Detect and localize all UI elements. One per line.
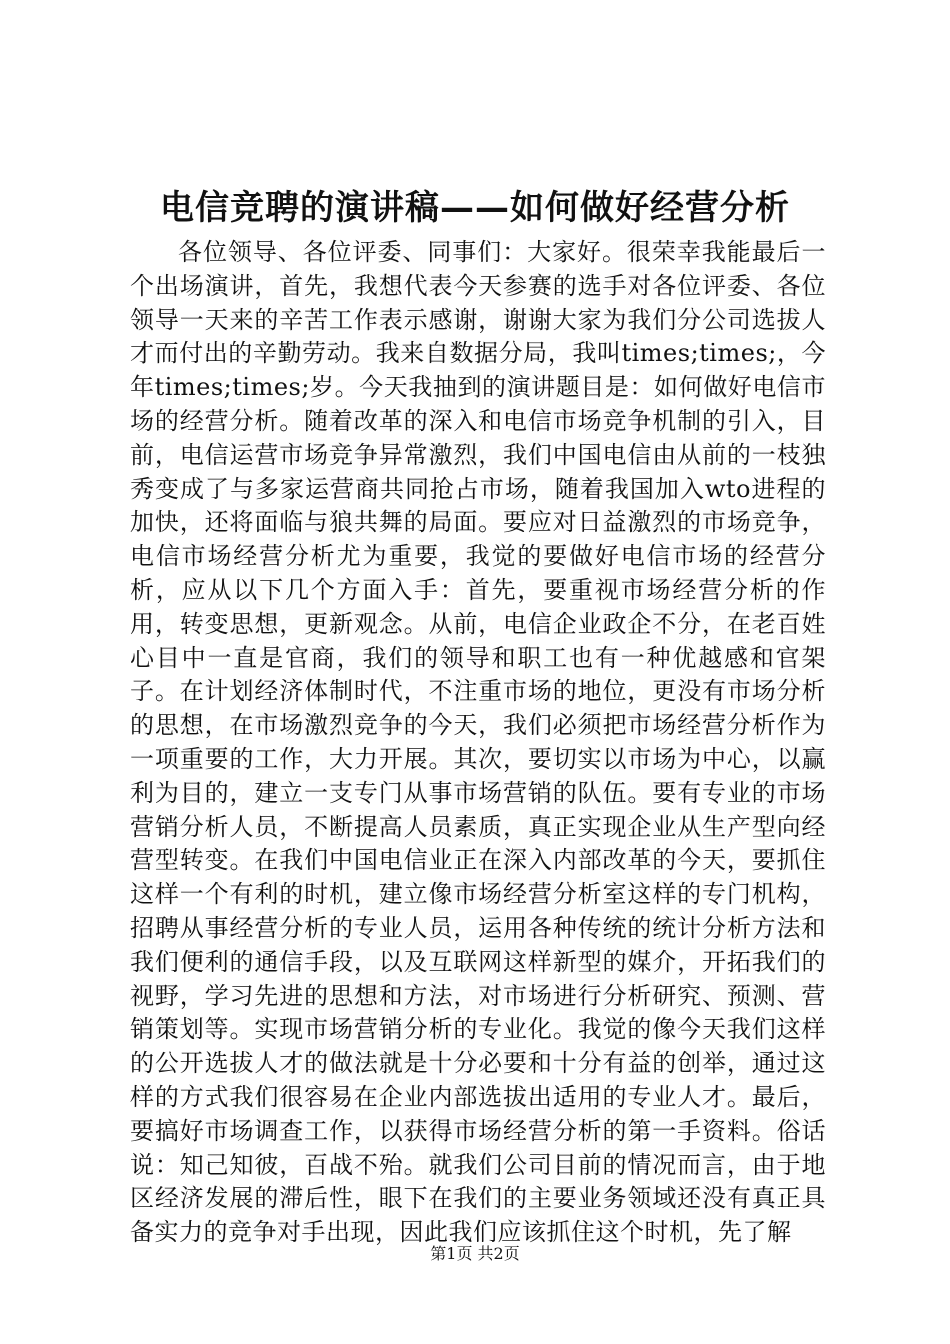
document-body-paragraph: 各位领导、各位评委、同事们：大家好。很荣幸我能最后一个出场演讲，首先，我想代表今天参赛的选手对各位评委、各位领导一天来的辛苦工作表示感谢，谢谢大家为我们分公司选拔人才而付出的辛勤劳动。我来自数据分局，我叫times;times;，今年times;times;岁。今天我抽到的演讲题目是：如何做好电信市场的经营分析。随着改革的深入和电信市场竞争机制的引入，目前，电信运营市场竞争异常激烈，我们中国电信由从前的一枝独秀变成了与多家运营商共同抢占市场，随着我国加入wto进程的加快，还将面临与狼共舞的局面。要应对日益激烈的市场竞争，电信市场经营分析尤为重要，我觉的要做好电信市场的经营分析，应从以下几个方面入手：首先，要重视市场经营分析的作用，转变思想，更新观念。从前，电信企业政企不分，在老百姓心目中一直是官商，我们的领导和职工也有一种优越感和官架子。在计划经济体制时代，不注重市场的地位，更没有市场分析的思想，在市场激烈竞争的今天，我们必须把市场经营分析作为一项重要的工作，大力开展。其次，要切实以市场为中心，以赢利为目的，建立一支专门从事市场营销的队伍。要有专业的市场营销分析人员，不断提高人员素质，真正实现企业从生产型向经营型转变。在我们中国电信业正在深入内部改革的今天，要抓住这样一个有利的时机，建立像市场经营分析室这样的专门机构，招聘从事经营分析的专业人员，运用各种传统的统计分析方法和我们便利的通信手段，以及互联网这样新型的媒介，开拓我们的视野，学习先进的思想和方法，对市场进行分析研究、预测、营销策划等。实现市场营销分析的专业化。我觉的像今天我们这样的公开选拔人才的做法就是十分必要和十分有益的创举，通过这样的方式我们很容易在企业内部选拔出适用的专业人才。最后，要搞好市场调查工作，以获得市场经营分析的第一手资料。俗话说：知己知彼，百战不殆。就我们公司目前的情况而言，由于地区经济发展的滞后性，眼下在我们的主要业务领域还没有真正具备实力的竞争对手出现，因此我们应该抓住这个时机，先了解 [130, 238, 826, 1247]
document-title: 电信竞聘的演讲稿——如何做好经营分析 [160, 188, 790, 228]
page-number-indicator: 第1页 共2页 [430, 1244, 520, 1263]
